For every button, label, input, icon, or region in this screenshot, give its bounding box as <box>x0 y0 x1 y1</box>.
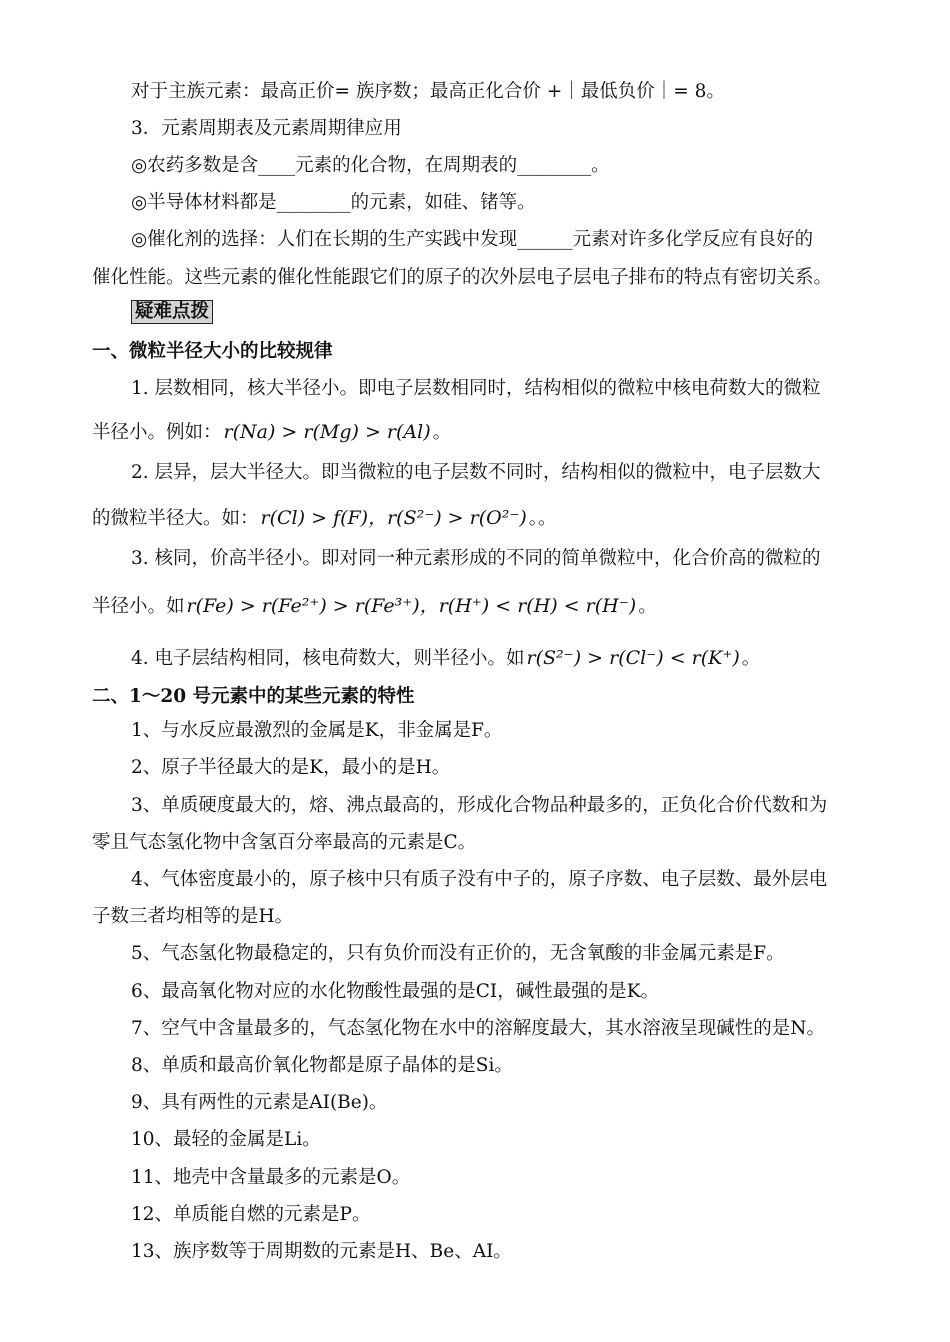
heading: 一、微粒半径大小的比较规律 <box>92 341 333 362</box>
section-tag-line <box>131 300 911 324</box>
rule-2-line-2 <box>92 506 872 531</box>
rule-2-line-1: 2. 层异，层大半径大。即当微粒的电子层数不同时，结构相似的微粒中，电子层数大 <box>131 462 821 483</box>
rule-3-suffix: 。 <box>638 596 657 617</box>
list-item: 9、具有两性的元素是AI(Be)。 <box>131 1092 388 1113</box>
section-tag: 疑难点拨 <box>131 300 213 324</box>
rule-1-suffix: 。 <box>432 422 452 443</box>
list-item: 6、最高氧化物对应的水化物酸性最强的是CI，碱性最强的是K。 <box>131 981 660 1002</box>
rule-4-line <box>131 646 911 671</box>
rule-3-line-1: 3. 核同，价高半径小。即对同一种元素形成的不同的简单微粒中，化合价高的微粒的 <box>131 548 821 569</box>
text-line: ◎农药多数是含____元素的化合物，在周期表的________。 <box>131 155 610 176</box>
list-item: 13、族序数等于周期数的元素是H、Be、AI。 <box>131 1241 512 1262</box>
list-item: 8、单质和最高价氧化物都是原子晶体的是Si。 <box>131 1055 513 1076</box>
text-line: 对于主族元素：最高正价= 族序数；最高正化合价 +｜最低负价｜= 8。 <box>131 81 725 102</box>
rule-1-line-1: 1. 层数相同，核大半径小。即电子层数相同时，结构相似的微粒中核电荷数大的微粒 <box>131 378 821 399</box>
rule-2-suffix: 。。 <box>528 508 557 529</box>
text-line: 3．元素周期表及元素周期律应用 <box>131 118 402 139</box>
text-line: ◎催化剂的选择：人们在长期的生产实践中发现______元素对许多化学反应有良好的 <box>131 229 814 250</box>
rule-1-line-2 <box>92 420 872 445</box>
rule-2-prefix: 的微粒半径大。如： <box>92 508 259 529</box>
list-item: 11、地壳中含量最多的元素是O。 <box>131 1167 411 1188</box>
heading: 二、1～20 号元素中的某些元素的特性 <box>92 686 415 707</box>
list-item: 2、原子半径最大的是K，最小的是H。 <box>131 757 451 778</box>
list-item: 12、单质能自燃的元素是P。 <box>131 1204 371 1225</box>
list-item: 3、单质硬度最大的，熔、沸点最高的，形成化合物品种最多的，正负化合价代数和为 <box>131 795 828 816</box>
text-line: 催化性能。这些元素的催化性能跟它们的原子的次外层电子层电子排布的特点有密切关系。 <box>92 267 833 288</box>
rule-4-prefix: 4. 电子层结构相同，核电荷数大，则半径小。如 <box>131 648 525 669</box>
list-item: 1、与水反应最激烈的金属是K，非金属是F。 <box>131 720 503 741</box>
list-item: 子数三者均相等的是H。 <box>92 906 294 927</box>
list-item: 零且气态氢化物中含氢百分率最高的元素是C。 <box>92 832 477 853</box>
list-item: 5、气态氢化物最稳定的，只有负价而没有正价的，无含氧酸的非金属元素是F。 <box>131 943 785 964</box>
rule-4-formula: r(S²⁻) > r(Cl⁻) < r(K⁺) <box>526 647 740 669</box>
rule-4-suffix: 。 <box>741 648 761 669</box>
rule-1-prefix: 半径小。例如： <box>92 422 222 443</box>
rule-3-line-2 <box>92 594 872 619</box>
list-item: 4、气体密度最小的，原子核中只有质子没有中子的，原子序数、电子层数、最外层电 <box>131 869 828 890</box>
rule-1-formula: r(Na) > r(Mg) > r(Al) <box>223 421 431 443</box>
rule-2-formula: r(Cl) > f(F)，r(S²⁻) > r(O²⁻) <box>260 507 527 529</box>
rule-3-prefix: 半径小。如 <box>92 596 185 617</box>
list-item: 7、空气中含量最多的，气态氢化物在水中的溶解度最大，其水溶液呈现碱性的是N。 <box>131 1018 825 1039</box>
list-item: 10、最轻的金属是Li。 <box>131 1129 321 1150</box>
rule-3-formula: r(Fe) > r(Fe²⁺) > r(Fe³⁺)，r(H⁺) < r(H) < r(H⁻) <box>186 595 637 617</box>
text-line: ◎半导体材料都是________的元素，如硅、锗等。 <box>131 192 536 213</box>
